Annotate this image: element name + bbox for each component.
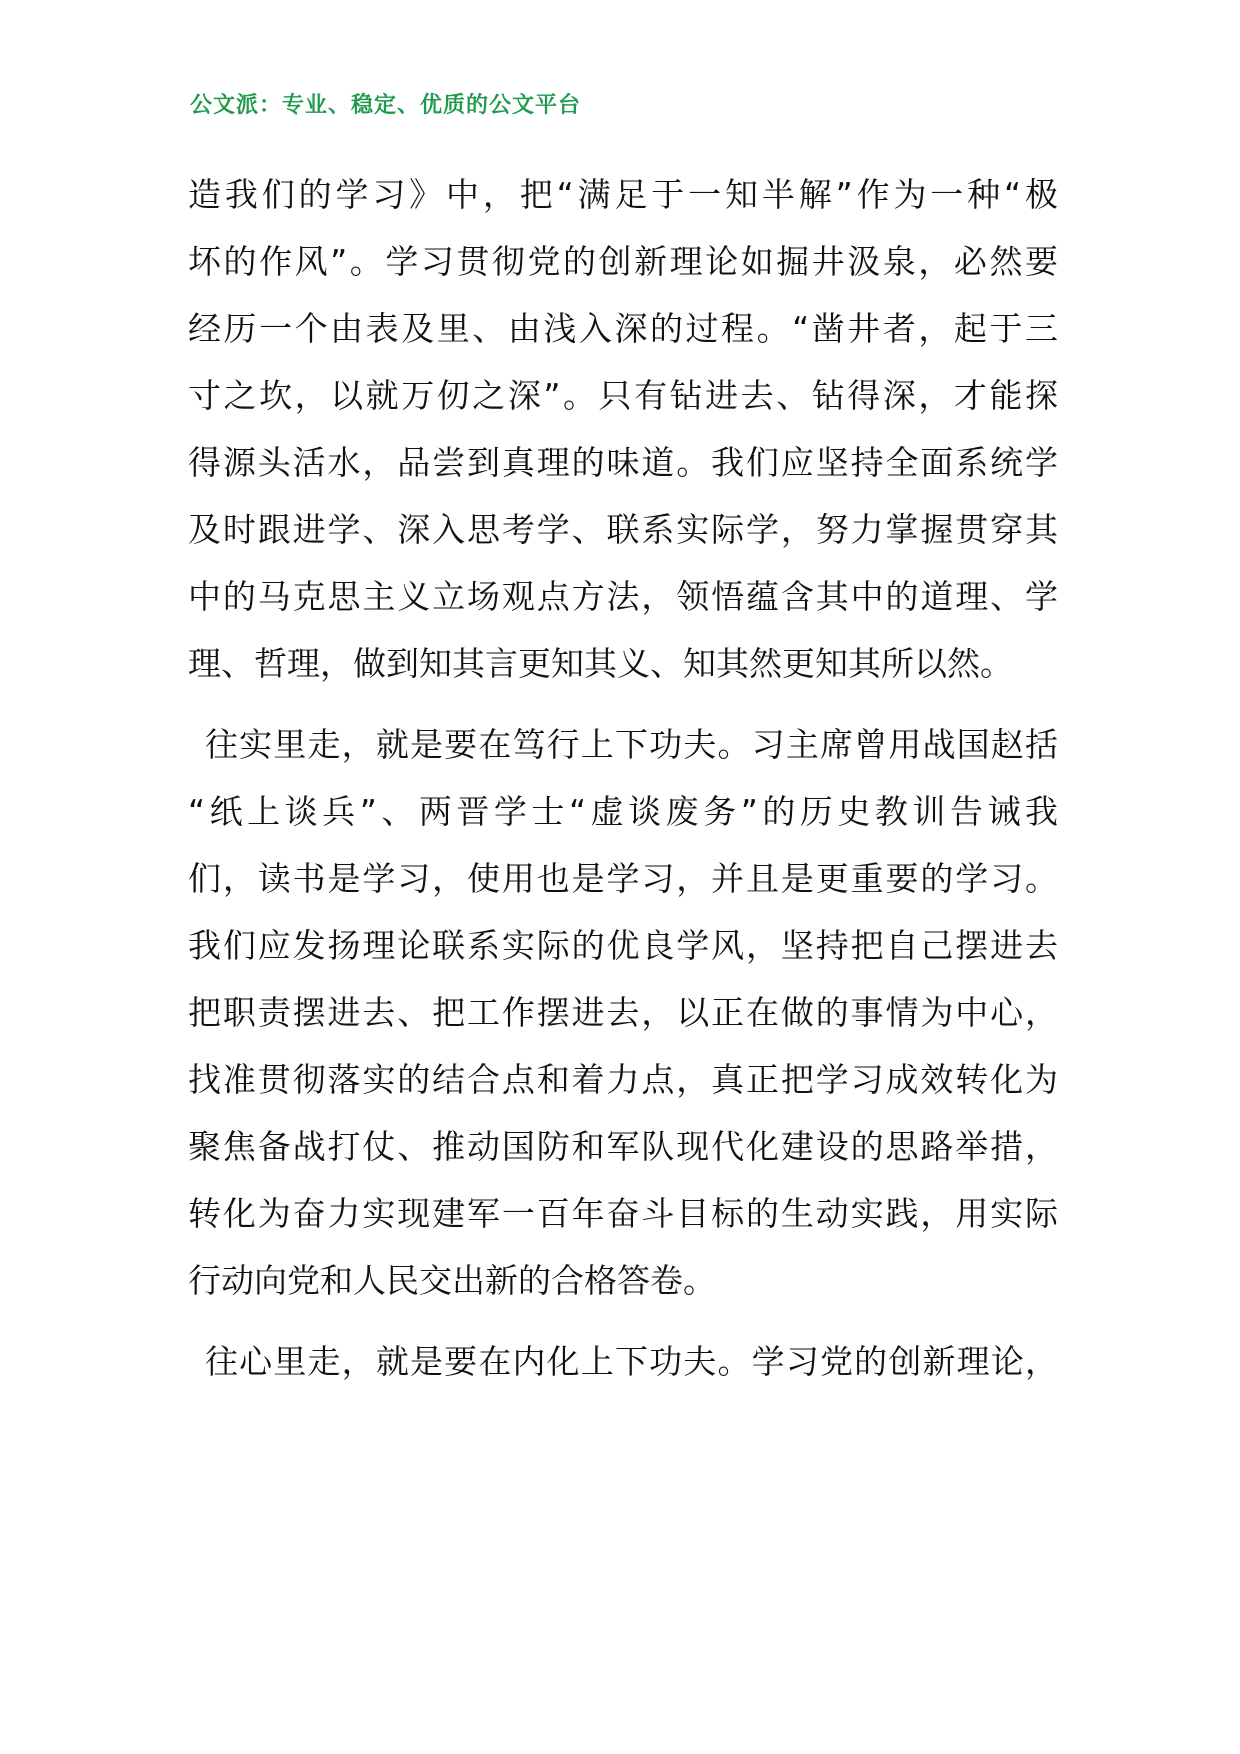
page-header: 公文派：专业、稳定、优质的公文平台: [190, 93, 582, 118]
paragraph-3-line-1: 往心里走，就是要在内化上下功夫。学习党的创新理论，: [205, 1342, 1058, 1381]
body-line-1: 造我们的学习》中，把“满足于一知半解”作为一种“极: [188, 175, 1058, 214]
body-line-5: 得源头活水，品尝到真理的味道。我们应坚持全面系统学: [188, 443, 1058, 482]
body-line-4: 寸之坎，以就万仞之深”。只有钻进去、钻得深，才能探: [188, 376, 1058, 415]
paragraph-2-line-5: 把职责摆进去、把工作摆进去，以正在做的事情为中心，: [188, 993, 1058, 1032]
body-line-8: 理、哲理，做到知其言更知其义、知其然更知其所以然。: [188, 644, 1013, 683]
paragraph-2-line-3: 们，读书是学习，使用也是学习，并且是更重要的学习。: [188, 859, 1058, 898]
paragraph-2-line-8: 转化为奋力实现建军一百年奋斗目标的生动实践，用实际: [188, 1194, 1058, 1233]
paragraph-2-line-2: “纸上谈兵”、两晋学士“虚谈废务”的历史教训告诫我: [188, 792, 1058, 831]
paragraph-2-line-1: 往实里走，就是要在笃行上下功夫。习主席曾用战国赵括: [205, 725, 1058, 764]
paragraph-2-line-6: 找准贯彻落实的结合点和着力点，真正把学习成效转化为: [188, 1060, 1058, 1099]
paragraph-2-line-7: 聚焦备战打仗、推动国防和军队现代化建设的思路举措，: [188, 1127, 1058, 1166]
body-line-3: 经历一个由表及里、由浅入深的过程。“凿井者，起于三: [188, 309, 1058, 348]
body-line-2: 坏的作风”。学习贯彻党的创新理论如掘井汲泉，必然要: [188, 242, 1058, 281]
paragraph-2-line-4: 我们应发扬理论联系实际的优良学风，坚持把自己摆进去: [188, 926, 1058, 965]
body-line-6: 及时跟进学、深入思考学、联系实际学，努力掌握贯穿其: [188, 510, 1058, 549]
paragraph-2-line-9: 行动向党和人民交出新的合格答卷。: [188, 1261, 716, 1300]
body-line-7: 中的马克思主义立场观点方法，领悟蕴含其中的道理、学: [188, 577, 1058, 616]
